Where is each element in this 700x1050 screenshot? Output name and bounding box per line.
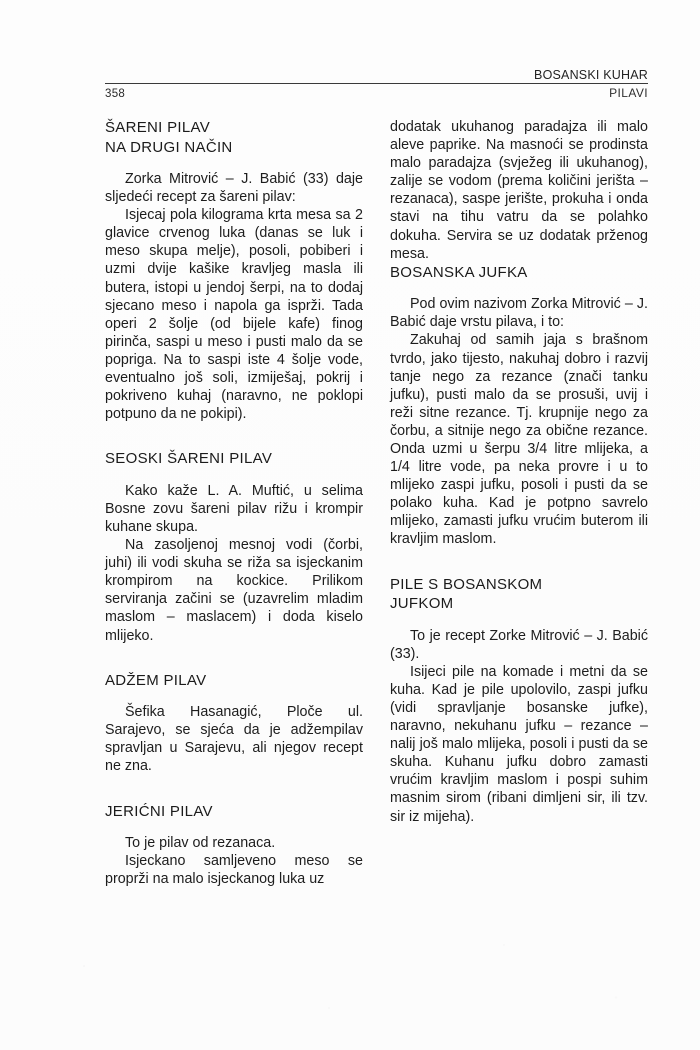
recipe-body xyxy=(105,703,363,775)
paragraph-continued-from-previous-column: dodatak ukuhanog paradajza ili malo aleve paprike. Na masnoći se prodinsta malo paradajza (svježeg ili ukuhanog), zalije se vodom (prema količini jerišta – rezanaca), saspe jerište, prokuha i onda stavi na tihu vatru da se polahko dokuha. Servira se uz dodatak prženog mesa. xyxy=(390,119,648,262)
book-title: BOSANSKI KUHAR xyxy=(534,68,648,82)
recipe-heading xyxy=(105,449,363,469)
paragraph-continues-next-column: Isjeckano samljeveno meso se proprži na malo isjeckanog luka uz xyxy=(105,853,363,888)
recipe-body xyxy=(105,834,363,888)
paragraph: Isijeci pile na komade i metni da se kuha. Kad je pile upolovilo, zaspi jufku (vidi spravljanje bosanske jufke), naravno, nekuhanu jufku – rezance – nalij još malo mlijeka, posoli i pusti da se skuha. Kuhanu jufku dobro zamasti vrućim kravljim maslom i pospi suhim masnim sirom (ribani dimljeni sir, ili tzv. sir iz mijeha). xyxy=(390,663,648,825)
page-body xyxy=(105,118,648,888)
recipe-heading xyxy=(390,263,648,283)
recipe-heading-line-1: SEOSKI ŠARENI PILAV xyxy=(105,450,273,468)
recipe-seoski-sareni-pilav xyxy=(105,449,363,644)
running-head xyxy=(105,68,648,100)
paragraph: Šefika Hasanagić, Ploče ul. Sarajevo, se sjeća da je adžempilav spravljan u Sarajevu, ali njegov recept ne zna. xyxy=(105,704,363,775)
recipe-heading xyxy=(105,802,363,822)
recipe-pile-s-bosanskom-jufkom xyxy=(390,575,648,826)
recipe-heading-line-1: BOSANSKA JUFKA xyxy=(390,263,528,281)
page-number: 358 xyxy=(105,88,126,100)
paragraph: Kako kaže L. A. Muftić, u selima Bosne zovu šareni pilav rižu i krompir kuhane skupa. xyxy=(105,482,363,535)
paragraph: Na zasoljenoj mesnoj vodi (čorbi, juhi) ili vodi skuha se riža sa isjeckanim krompirom na kockice. Prilikom serviranja začini se (uzavrelim mladim maslom – maslacem) i doda kiselo mlijeko. xyxy=(105,537,363,644)
left-column xyxy=(105,118,363,888)
recipe-body xyxy=(105,482,363,645)
recipe-body xyxy=(390,295,648,548)
recipe-heading-line-1: ADŽEM PILAV xyxy=(105,671,207,689)
recipe-heading xyxy=(105,671,363,691)
recipe-bosanska-jufka xyxy=(390,263,648,549)
paragraph: Pod ovim nazivom Zorka Mitrović – J. Babić daje vrstu pilava, i to: xyxy=(390,296,648,331)
header-rule xyxy=(105,83,648,84)
recipe-heading-line-1: ŠARENI PILAV xyxy=(105,119,211,136)
recipe-body xyxy=(105,170,363,423)
recipe-heading xyxy=(390,575,648,614)
paragraph: Zorka Mitrović – J. Babić (33) daje sljedeći recept za šareni pilav: xyxy=(105,171,363,206)
paragraph: To je pilav od rezanaca. xyxy=(125,835,276,852)
recipe-jericni-pilav xyxy=(105,802,363,889)
recipe-heading-line-2: NA DRUGI NAČIN xyxy=(105,138,233,156)
recipe-body xyxy=(390,627,648,826)
recipe-heading xyxy=(105,118,363,157)
recipe-adzem-pilav xyxy=(105,671,363,776)
paragraph: To je recept Zorke Mitrović – J. Babić (33). xyxy=(390,627,648,662)
recipe-heading-line-1: JERIĆNI PILAV xyxy=(105,802,213,820)
section-title: PILAVI xyxy=(609,86,648,100)
header-bottom-row xyxy=(105,86,648,100)
paragraph: Isjecaj pola kilograma krta mesa sa 2 glavice crvenog luka (danas se luk i meso skupa melje), posoli, pobiberi i uzmi dvije kašike kravljeg masla ili butera, istopi u jendoj šerpi, na to dodaj sjecano meso i napola ga isprži. Tada operi 2 šolje (od bijele kafe) finog pirinča, saspi u meso i pusti malo da se popriga. Na to saspi iste 4 šolje vode, eventualno još soli, izmiješaj, pokrij i pokriveno kuhaj (naravno, ne poklopi potpuno da ne pokipi). xyxy=(105,207,363,423)
recipe-heading-line-2: JUFKOM xyxy=(390,595,454,613)
right-column xyxy=(390,118,648,888)
paragraph: Zakuhaj od samih jaja s brašnom tvrdo, jako tijesto, nakuhaj dobro i razvij tanje nego za rezance (znači tanku jufku), pusti malo da se prosuši, uvij i reži sitne rezance. Tj. krupnije nego za čorbu, a sitnije nego za obične rezance. Onda uzmi u šerpu 3/4 litre mlijeka, a 1/4 litre vode, pa neka provre i u to mlijeko zaspi jufku, posoli i pusti da se polako kuha. Kad je potpno savrelo mlijeko, zamasti jufku vrućim buterom ili kravljim maslom. xyxy=(390,332,648,548)
recipe-sareni-pilav-na-drugi-nacin xyxy=(105,118,363,423)
recipe-heading-line-1: PILE S BOSANSKOM xyxy=(390,575,543,593)
